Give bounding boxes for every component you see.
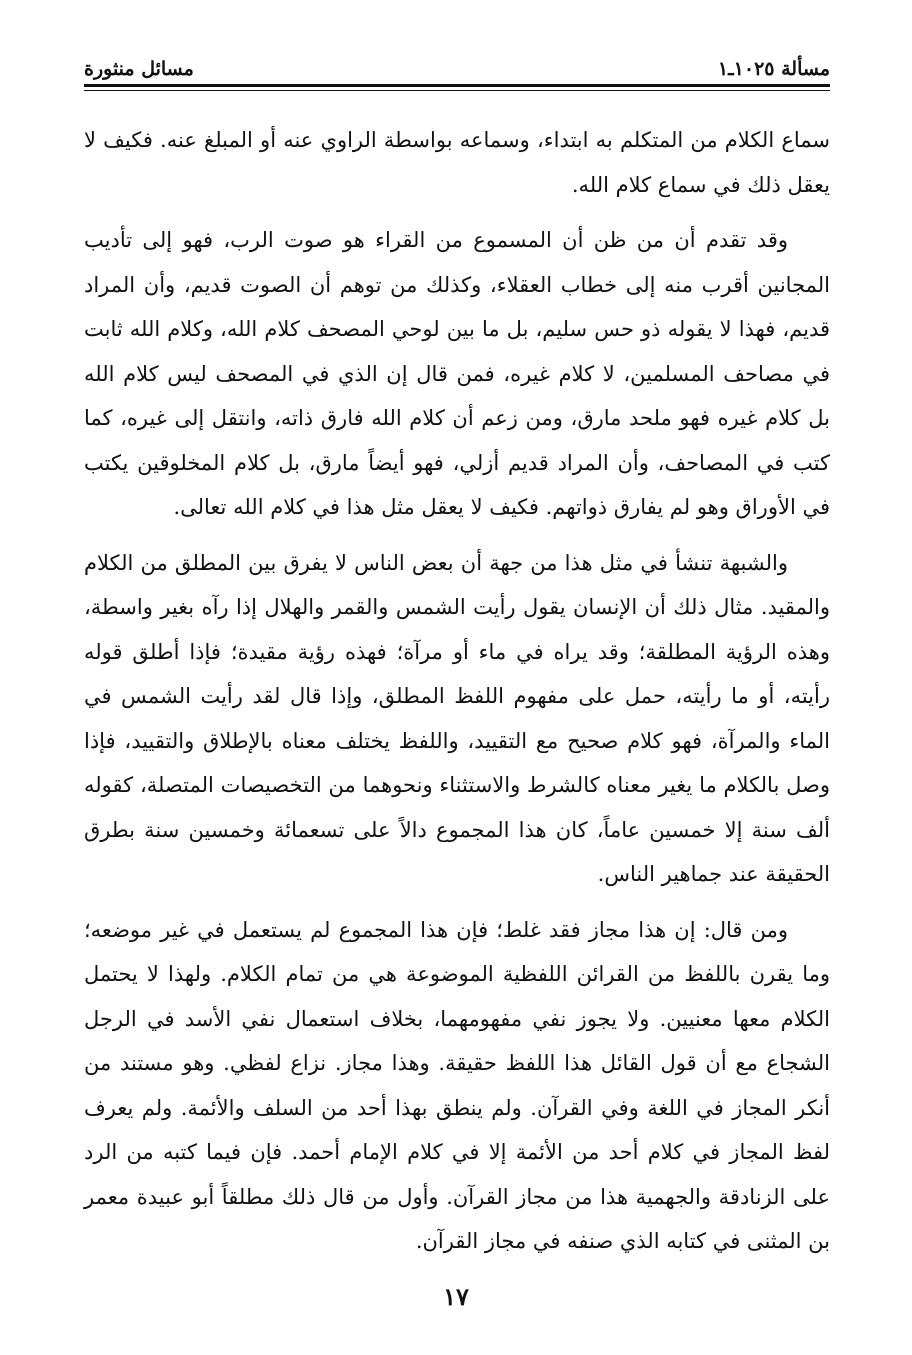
header-rule-thick — [84, 84, 830, 87]
header-book-title: مسائل منثورة — [84, 58, 194, 80]
running-header — [84, 44, 830, 80]
paragraph-4: ومن قال: إن هذا مجاز فقد غلط؛ فإن هذا المجموع لم يستعمل في غير موضعه؛ وما يقرن باللفظ من القرائن اللفظية الموضوعة هي من تمام الكلام. ولهذا لا يحتمل الكلام معها معنيين. ولا يجوز نفي مفهومهما، بخلاف استعمال نفي الأسد في الرجل الشجاع مع أن قول القائل هذا اللفظ حقيقة. وهذا مجاز. نزاع لفظي. وهو مستند من أنكر المجاز في اللغة وفي القرآن. ولم ينطق بهذا أحد من السلف والأئمة. ولم يعرف لفظ المجاز في كلام أحد من الأئمة إلا في كلام الإمام أحمد. فإن فيما كتبه من الرد على الزنادقة والجهمية هذا من مجاز القرآن. وأول من قال ذلك مطلقاً أبو عبيدة معمر بن المثنى في كتابه الذي صنفه في مجاز القرآن. — [84, 917, 830, 1253]
paragraph-2: وقد تقدم أن من ظن أن المسموع من القراء هو صوت الرب، فهو إلى تأديب المجانين أقرب منه إلى خطاب العقلاء، وكذلك من توهم أن الصوت قديم، وأن المراد قديم، فهذا لا يقوله ذو حس سليم، بل ما بين لوحي المصحف كلام الله، وكلام الله ثابت في مصاحف المسلمين، لا كلام غيره، فمن قال إن الذي في المصحف ليس كلام الله بل كلام غيره فهو ملحد مارق، ومن زعم أن كلام الله فارق ذاته، وانتقل إلى غيره، كما كتب في المصاحف، وأن المراد قديم أزلي، فهو أيضاً مارق، بل كلام المخلوقين يكتب في الأوراق وهو لم يفارق ذواتهم. فكيف لا يعقل مثل هذا في كلام الله تعالى. — [84, 228, 830, 519]
paragraph-1: سماع الكلام من المتكلم به ابتداء، وسماعه بواسطة الراوي عنه أو المبلغ عنه. فكيف لا يعقل ذلك في سماع كلام الله. — [84, 128, 830, 197]
page-number: ١٧ — [443, 1282, 469, 1311]
header-rule-thin — [84, 90, 830, 91]
body-text — [84, 118, 830, 1264]
header-issue-number: مسألة ١٠٢٥ـ١ — [717, 58, 830, 80]
paragraph-3: والشبهة تنشأ في مثل هذا من جهة أن بعض الناس لا يفرق بين المطلق من الكلام والمقيد. مثال ذلك أن الإنسان يقول رأيت الشمس والقمر والهلال إذا رآه بغير واسطة، وهذه الرؤية المطلقة؛ وقد يراه في ماء أو مرآة؛ فهذه رؤية مقيدة؛ فإذا أطلق قوله رأيته، أو ما رأيته، حمل على مفهوم اللفظ المطلق، وإذا قال لقد رأيت الشمس في الماء والمرآة، فهو كلام صحيح مع التقييد، واللفظ يختلف معناه بالإطلاق والتقييد، فإذا وصل بالكلام ما يغير معناه كالشرط والاستثناء ونحوهما من التخصيصات المتصلة، كقوله ألف سنة إلا خمسين عاماً، كان هذا المجموع دالاً على تسعمائة وخمسين سنة بطرق الحقيقة عند جماهير الناس. — [84, 550, 830, 886]
